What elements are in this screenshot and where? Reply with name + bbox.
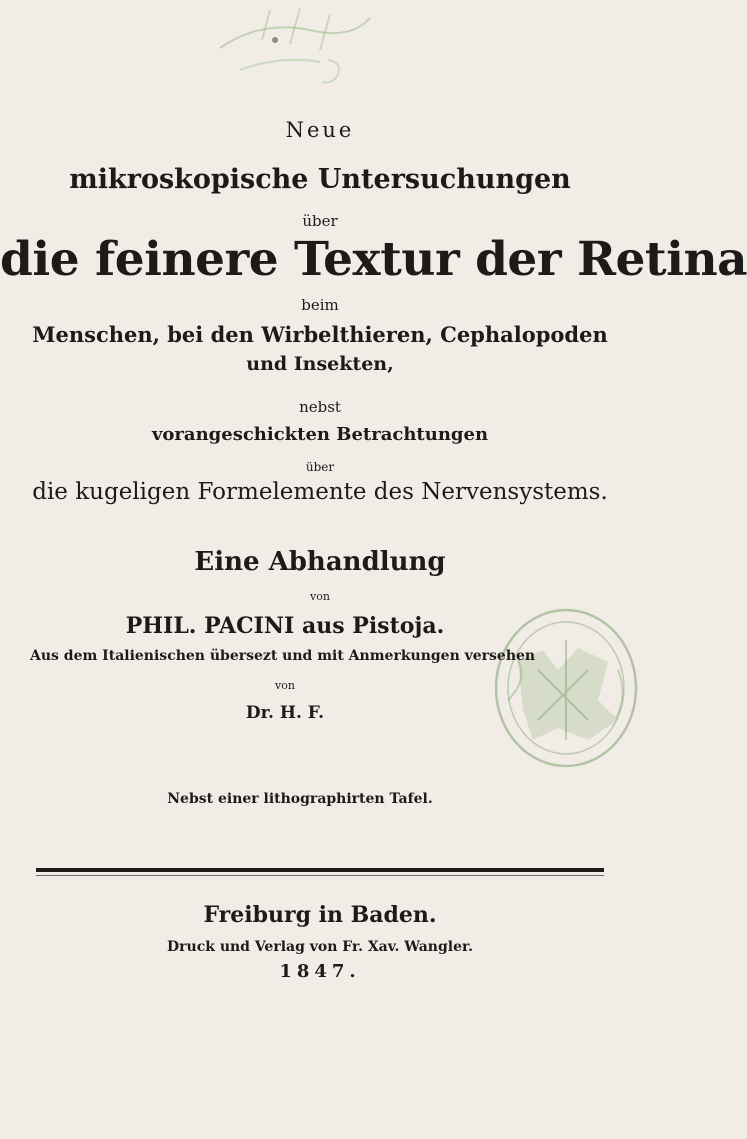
translation-line: Aus dem Italienischen übersezt und mit Anmerkungen versehen <box>30 648 536 664</box>
author-line: PHIL. PACINI aus Pistoja. <box>125 613 445 639</box>
title-line-untersuchungen: mikroskopische Untersuchungen <box>69 164 571 195</box>
place-line: Freiburg in Baden. <box>203 902 437 928</box>
main-title: die feinere Textur der Retina <box>0 232 747 287</box>
translator-line: Dr. H. F. <box>245 703 325 723</box>
plate-line: Nebst einer lithographirten Tafel. <box>167 791 433 807</box>
title-word-neue: Neue <box>285 118 355 142</box>
word-beim: beim <box>301 296 339 314</box>
subjects-line-1: Menschen, bei den Wirbelthieren, Cephalopoden <box>32 322 608 347</box>
library-stamp-top <box>150 0 400 100</box>
subjects-line-2: und Insekten, <box>246 353 394 375</box>
year-line: 1847. <box>279 961 361 982</box>
word-ueber-1: über <box>302 212 338 230</box>
elements-line: die kugeligen Formelemente des Nervensystems. <box>32 479 608 505</box>
printer-line: Druck und Verlag von Fr. Xav. Wangler. <box>167 939 473 955</box>
word-von-1: von <box>310 590 330 603</box>
word-nebst: nebst <box>299 398 341 416</box>
double-rule-thin <box>36 875 604 876</box>
word-von-2: von <box>275 679 295 692</box>
double-rule-thick <box>36 868 604 872</box>
preliminary-line: vorangeschickten Betrachtungen <box>151 424 489 445</box>
word-ueber-2: über <box>305 460 335 474</box>
treatise-line: Eine Abhandlung <box>194 547 446 577</box>
